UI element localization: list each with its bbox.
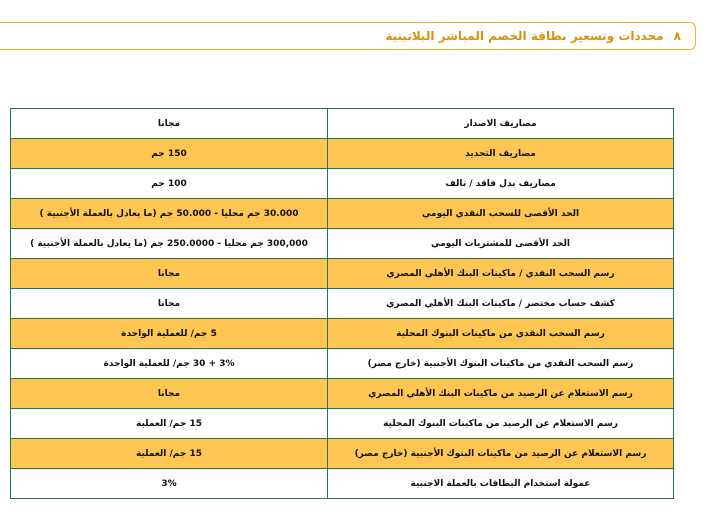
fee-label: عمولة استخدام البطاقات بالعملة الاجنبية <box>328 469 674 499</box>
table-row <box>11 139 674 169</box>
fee-value: مجانا <box>11 289 328 319</box>
fee-value: مجانا <box>11 379 328 409</box>
fee-value: 100 جم <box>11 169 328 199</box>
table-row <box>11 289 674 319</box>
section-title: محددات وتسعير بطاقة الخصم المباشر البلاتينية <box>385 29 664 43</box>
fee-label: رسم السحب النقدي من ماكينات البنوك المحلية <box>328 319 674 349</box>
table-row <box>11 319 674 349</box>
fee-value: 15 جم/ العملية <box>11 439 328 469</box>
fee-label: الحد الأقصى للسحب النقدي اليومي <box>328 199 674 229</box>
fee-label: رسم الاستعلام عن الرصيد من ماكينات البنك الأهلي المصري <box>328 379 674 409</box>
table-row <box>11 349 674 379</box>
fee-label: رسم الاستعلام عن الرصيد من ماكينات البنوك الأجنبية (خارج مصر) <box>328 439 674 469</box>
fee-value: 300,000 جم محليا - 250.0000 جم (ما يعادل بالعملة الأجنبية ) <box>11 229 328 259</box>
table-row <box>11 379 674 409</box>
fee-label: مصاريف الاصدار <box>328 109 674 139</box>
fee-value: 5 جم/ للعملية الواحدة <box>11 319 328 349</box>
table-row <box>11 169 674 199</box>
fee-value: 30.000 جم محليا - 50.000 جم (ما يعادل بالعملة الأجنبية ) <box>11 199 328 229</box>
fees-table <box>10 108 674 499</box>
table-row <box>11 199 674 229</box>
table-row <box>11 439 674 469</box>
table-row <box>11 229 674 259</box>
fee-label: رسم السحب النقدي من ماكينات البنوك الأجنبية (خارج مصر) <box>328 349 674 379</box>
fee-value: 150 جم <box>11 139 328 169</box>
fee-label: مصاريف التجديد <box>328 139 674 169</box>
table-row <box>11 109 674 139</box>
fee-label: كشف حساب مختصر / ماكينات البنك الأهلي المصري <box>328 289 674 319</box>
section-header <box>0 22 696 50</box>
fee-value: 3% + 30 جم/ للعملية الواحدة <box>11 349 328 379</box>
fee-label: مصاريف بدل فاقد / تالف <box>328 169 674 199</box>
fee-value: 15 جم/ العملية <box>11 409 328 439</box>
fees-table-body <box>11 109 674 499</box>
fee-value: 3% <box>11 469 328 499</box>
table-row <box>11 469 674 499</box>
table-row <box>11 259 674 289</box>
fee-value: مجانا <box>11 109 328 139</box>
section-number: ٨ <box>673 29 681 43</box>
fee-label: الحد الأقصى للمشتريات اليومي <box>328 229 674 259</box>
fee-label: رسم الاستعلام عن الرصيد من ماكينات البنوك المحلية <box>328 409 674 439</box>
fee-value: مجانا <box>11 259 328 289</box>
table-row <box>11 409 674 439</box>
fee-label: رسم السحب النقدي / ماكينات البنك الأهلي المصري <box>328 259 674 289</box>
